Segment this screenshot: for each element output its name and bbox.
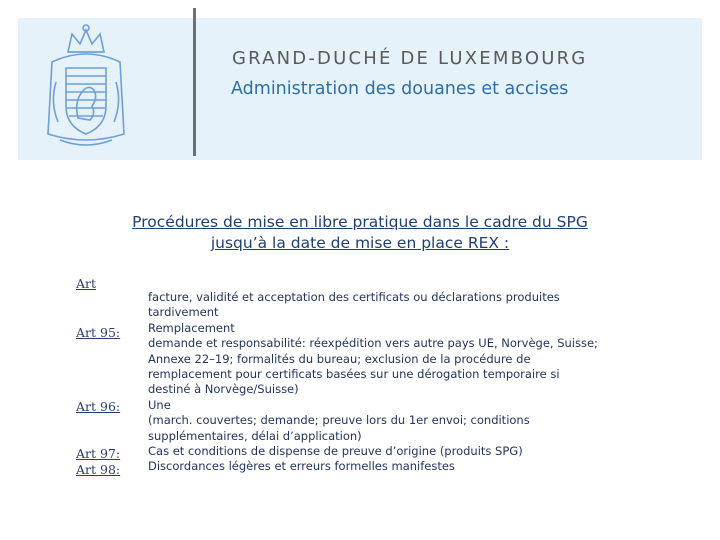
article-descriptions: [148, 290, 668, 475]
description-line: demande et responsabilité: réexpédition vers autre pays UE, Norvège, Suisse;: [148, 336, 598, 351]
article-label: Art 98:: [76, 462, 121, 477]
description-line: destiné à Norvège/Suisse): [148, 382, 299, 397]
article-label: Art 96:: [76, 399, 121, 414]
slide-title-line-2: jusqu’à la date de mise en place REX :: [210, 234, 510, 252]
description-line: (march. couvertes; demande; preuve lors du 1er envoi; conditions: [148, 413, 530, 428]
description-line: supplémentaires, délai d’application): [148, 428, 362, 443]
article-label: Art 95:: [76, 325, 121, 340]
article-label: Art 97:: [76, 446, 121, 461]
coat-of-arms-icon: [38, 22, 134, 152]
slide-title: [60, 212, 660, 254]
description-line: Annexe 22–19; formalités du bureau; exclusion de la procédure de: [148, 351, 531, 366]
description-line: Discordances légères et erreurs formelles manifestes: [148, 459, 455, 474]
article-label: Art: [76, 276, 97, 291]
org-subtitle: Administration des douanes et accises: [231, 79, 569, 99]
org-title: GRAND-DUCHÉ DE LUXEMBOURG: [232, 48, 588, 69]
slide-title-line-1: Procédures de mise en libre pratique dans le cadre du SPG: [132, 213, 588, 231]
description-line: Cas et conditions de dispense de preuve d’origine (produits SPG): [148, 444, 523, 459]
description-line: tardivement: [148, 305, 219, 320]
description-line: Une: [148, 397, 171, 412]
description-line: facture, validité et acceptation des certificats ou déclarations produites: [148, 290, 560, 304]
description-line: Remplacement: [148, 320, 235, 335]
description-line: remplacement pour certificats basées sur une dérogation temporaire si: [148, 367, 560, 382]
header-divider: [193, 8, 196, 156]
